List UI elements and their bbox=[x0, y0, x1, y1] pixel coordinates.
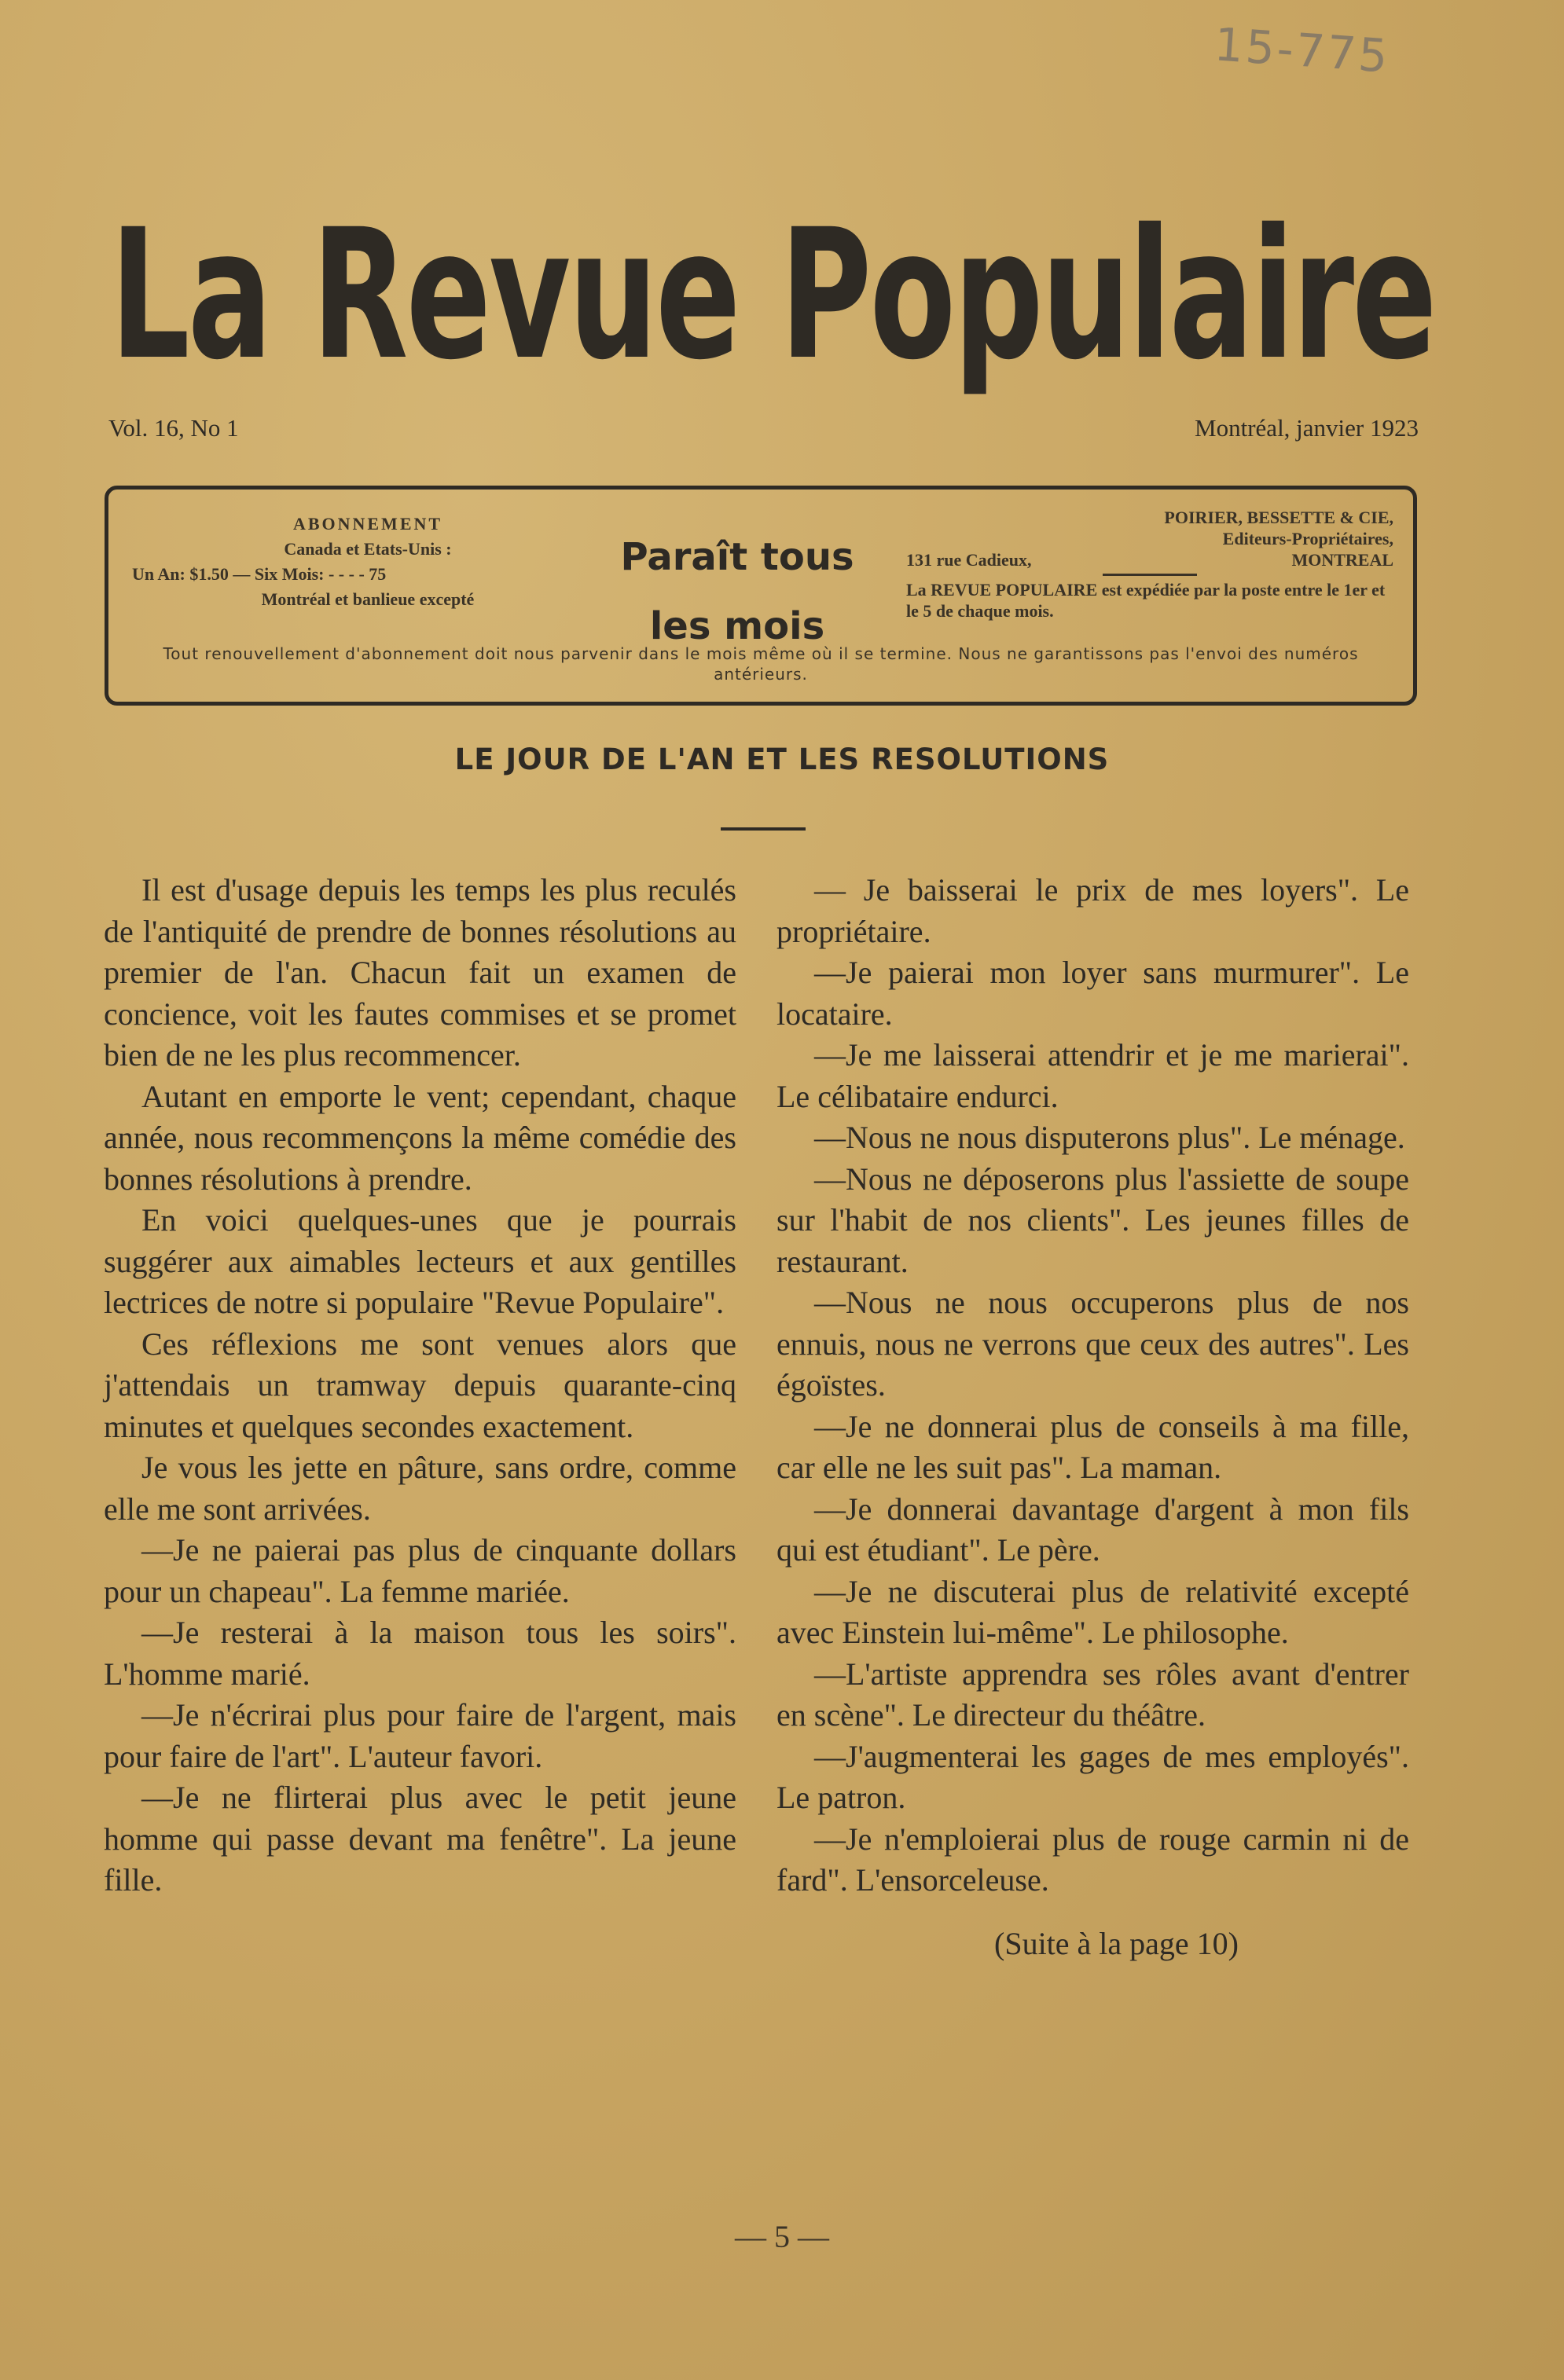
article-paragraph: — Je baisserai le prix de mes loyers". Le propriétaire. bbox=[776, 872, 1409, 949]
subscription-title: ABONNEMENT bbox=[292, 514, 443, 534]
article-title: LE JOUR DE L'AN ET LES RESOLUTIONS bbox=[454, 743, 1110, 776]
subscription-info-box bbox=[105, 486, 1417, 706]
article-paragraph: —Je paierai mon loyer sans murmurer". Le locataire. bbox=[776, 955, 1409, 1032]
subscription-exception: Montréal et banlieue excepté bbox=[261, 589, 475, 609]
issue-date: Montréal, janvier 1923 bbox=[1195, 414, 1419, 442]
article-paragraph: Ces réflexions me sont venues alors que j'attendais un tramway depuis quarante-cinq minutes et quelques secondes exactement. bbox=[104, 1326, 736, 1444]
page-number: — 5 — bbox=[735, 2219, 829, 2254]
article-paragraph: —Je n'emploierai plus de rouge carmin ni de fard". L'ensorceleuse. bbox=[776, 1821, 1409, 1898]
publisher-name: POIRIER, BESSETTE & CIE, bbox=[1164, 508, 1393, 527]
article-paragraph: —Je ne discuterai plus de relativité excepté avec Einstein lui-même". Le philosophe. bbox=[776, 1573, 1409, 1650]
title-divider bbox=[721, 827, 806, 831]
article-paragraph: —Je ne donnerai plus de conseils à ma fille, car elle ne les suit pas". La maman. bbox=[776, 1408, 1409, 1485]
continued-notice: (Suite à la page 10) bbox=[994, 1925, 1239, 1961]
article-paragraph: —Je me laisserai attendrir et je me marierai". Le célibataire endurci. bbox=[776, 1037, 1409, 1114]
article-paragraph: —L'artiste apprendra ses rôles avant d'entrer en scène". Le directeur du théâtre. bbox=[776, 1656, 1409, 1733]
frequency-line-1: Paraît tous bbox=[620, 535, 854, 579]
article-paragraph: Autant en emporte le vent; cependant, chaque année, nous recommençons la même comédie des bonnes résolutions à prendre. bbox=[104, 1078, 736, 1197]
publisher-role: Editeurs-Propriétaires, bbox=[1222, 529, 1393, 548]
article-paragraph: —Nous ne déposerons plus l'assiette de soupe sur l'habit de nos clients". Les jeunes filles de restaurant. bbox=[776, 1161, 1409, 1279]
article-paragraph: —Je ne paierai pas plus de cinquante dollars pour un chapeau". La femme mariée. bbox=[104, 1532, 736, 1609]
article-left-column bbox=[104, 870, 736, 1901]
issue-volume: Vol. 16, No 1 bbox=[108, 414, 239, 442]
article-paragraph: —Je ne flirterai plus avec le petit jeune homme qui passe devant ma fenêtre". La jeune fille. bbox=[104, 1780, 736, 1898]
frequency-line-2: les mois bbox=[649, 604, 825, 648]
subscription-rates: Un An: $1.50 — Six Mois: - - - - 75 bbox=[132, 564, 387, 584]
article-paragraph: —Je donnerai davantage d'argent à mon fils qui est étudiant". Le père. bbox=[776, 1491, 1409, 1568]
article-paragraph: —J'augmenterai les gages de mes employés". Le patron. bbox=[776, 1738, 1409, 1815]
article-paragraph: —Je n'écrirai plus pour faire de l'argent, mais pour faire de l'art". L'auteur favori. bbox=[104, 1697, 736, 1774]
publisher-address-line bbox=[906, 549, 1393, 570]
frequency-notice bbox=[619, 523, 855, 661]
article-paragraph: —Je resterai à la maison tous les soirs". L'homme marié. bbox=[104, 1615, 736, 1692]
article-paragraph: —Nous ne nous occuperons plus de nos ennuis, nous ne verrons que ceux des autres". Les égoïstes. bbox=[776, 1285, 1409, 1403]
article-paragraph: Je vous les jette en pâture, sans ordre, comme elle me sont arrivées. bbox=[104, 1450, 736, 1527]
shipping-notice: La REVUE POPULAIRE est expédiée par la poste entre le 1er et le 5 de chaque mois. bbox=[906, 580, 1386, 621]
pencil-annotation: 15-775 bbox=[1212, 17, 1392, 83]
subscription-block bbox=[132, 512, 604, 612]
publisher-address: 131 rue Cadieux, bbox=[906, 550, 1032, 570]
subscription-region: Canada et Etats-Unis : bbox=[284, 539, 452, 559]
article-paragraph: En voici quelques-unes que je pourrais suggérer aux aimables lecteurs et aux gentilles lectrices de notre si populaire "Revue Populaire". bbox=[104, 1202, 736, 1320]
publisher-city: MONTREAL bbox=[1291, 550, 1393, 570]
article-paragraph: —Nous ne nous disputerons plus". Le ménage. bbox=[814, 1120, 1405, 1155]
article-paragraph: Il est d'usage depuis les temps les plus reculés de l'antiquité de prendre de bonnes résolutions au premier de l'an. Chacun fait un examen de concience, voit les fautes commises et se promet bien de ne les plus recommencer. bbox=[104, 872, 736, 1073]
article-right-column bbox=[776, 870, 1409, 1964]
masthead-title: La Revue Populaire bbox=[110, 190, 1435, 399]
publisher-block bbox=[906, 507, 1393, 622]
renewal-notice: Tout renouvellement d'abonnement doit nous parvenir dans le mois même où il se termine. Nous ne garantissons pas l'envoi des numéros antérieurs. bbox=[163, 644, 1359, 684]
publisher-divider bbox=[1103, 574, 1197, 576]
